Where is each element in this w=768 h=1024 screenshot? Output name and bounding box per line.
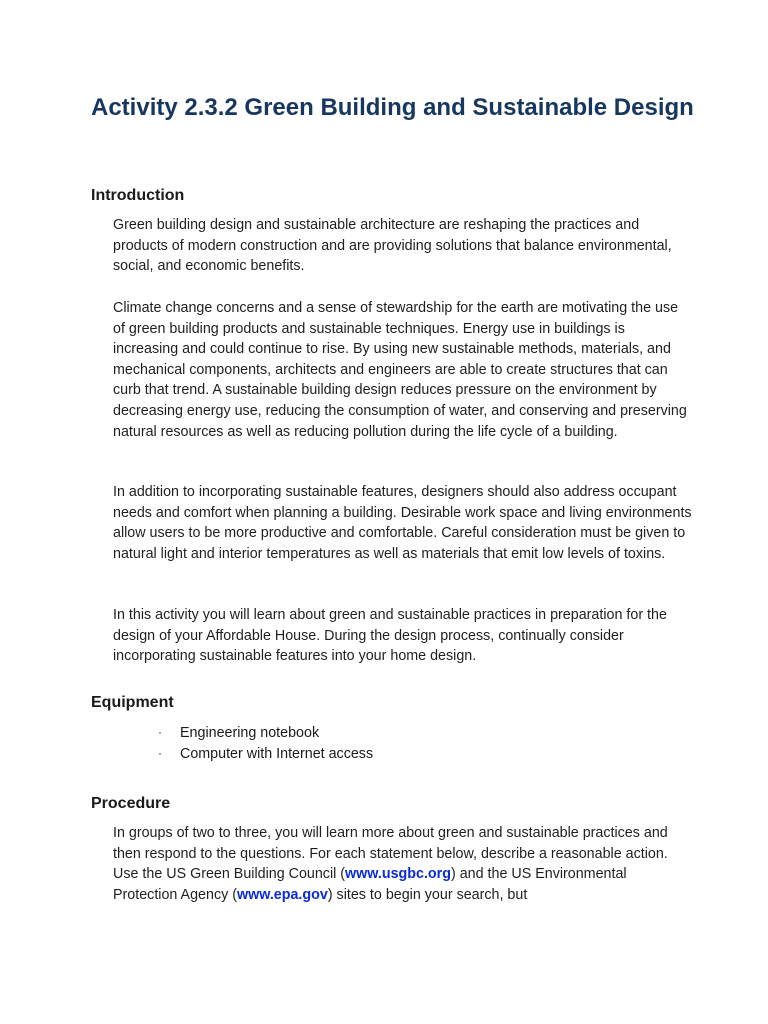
- procedure-paragraph: [113, 823, 693, 905]
- introduction-heading: Introduction: [91, 187, 185, 204]
- usgbc-link[interactable]: www.usgbc.org: [345, 866, 451, 883]
- equipment-item-label: Engineering notebook: [180, 725, 320, 741]
- procedure-heading: Procedure: [91, 795, 171, 812]
- intro-paragraph-1: Green building design and sustainable architecture are reshaping the practices and products of modern construction and are providing solutions that balance environmental, social, and economic benefits.: [113, 217, 672, 275]
- procedure-text: ) and the US Environmental Protection Agency (: [113, 866, 627, 903]
- list-item: [158, 744, 373, 765]
- procedure-text: In groups of two to three, you will learn more about green and sustainable practices and then respond to the questions. For each statement below, describe a reasonable action. Use the US Green Building Council (: [113, 825, 668, 883]
- intro-paragraph-4: In this activity you will learn about green and sustainable practices in preparation for the design of your Affordable House. During the design process, continually consider incorporating sustainable features into your home design.: [113, 607, 667, 665]
- bullet-icon: ·: [158, 745, 162, 760]
- equipment-list: [158, 723, 373, 764]
- epa-link[interactable]: www.epa.gov: [236, 886, 328, 903]
- equipment-heading: Equipment: [91, 694, 174, 711]
- list-item: [158, 723, 373, 744]
- bullet-icon: ·: [158, 725, 162, 739]
- equipment-item-label: Computer with Internet access: [180, 745, 374, 762]
- page-title: Activity 2.3.2 Green Building and Sustainable Design: [91, 94, 694, 121]
- intro-paragraph-3: In addition to incorporating sustainable features, designers should also address occupant needs and comfort when planning a building. Desirable work space and living environments allow users to be more productive and comfortable. Careful consideration must be given to natural light and interior temperatures as well as materials that emit low levels of toxins.: [113, 484, 692, 562]
- procedure-text: ) sites to begin your search, but: [327, 886, 528, 903]
- intro-paragraph-2: Climate change concerns and a sense of stewardship for the earth are motivating the use of green building products and sustainable techniques. Energy use in buildings is increasing and could continue to rise. By using new sustainable methods, materials, and mechanical components, architects and engineers are able to create structures that can curb that trend. A sustainable building design reduces pressure on the environment by decreasing energy use, reducing the consumption of water, and conserving and preserving natural resources as well as reducing pollution during the life cycle of a building.: [113, 300, 687, 440]
